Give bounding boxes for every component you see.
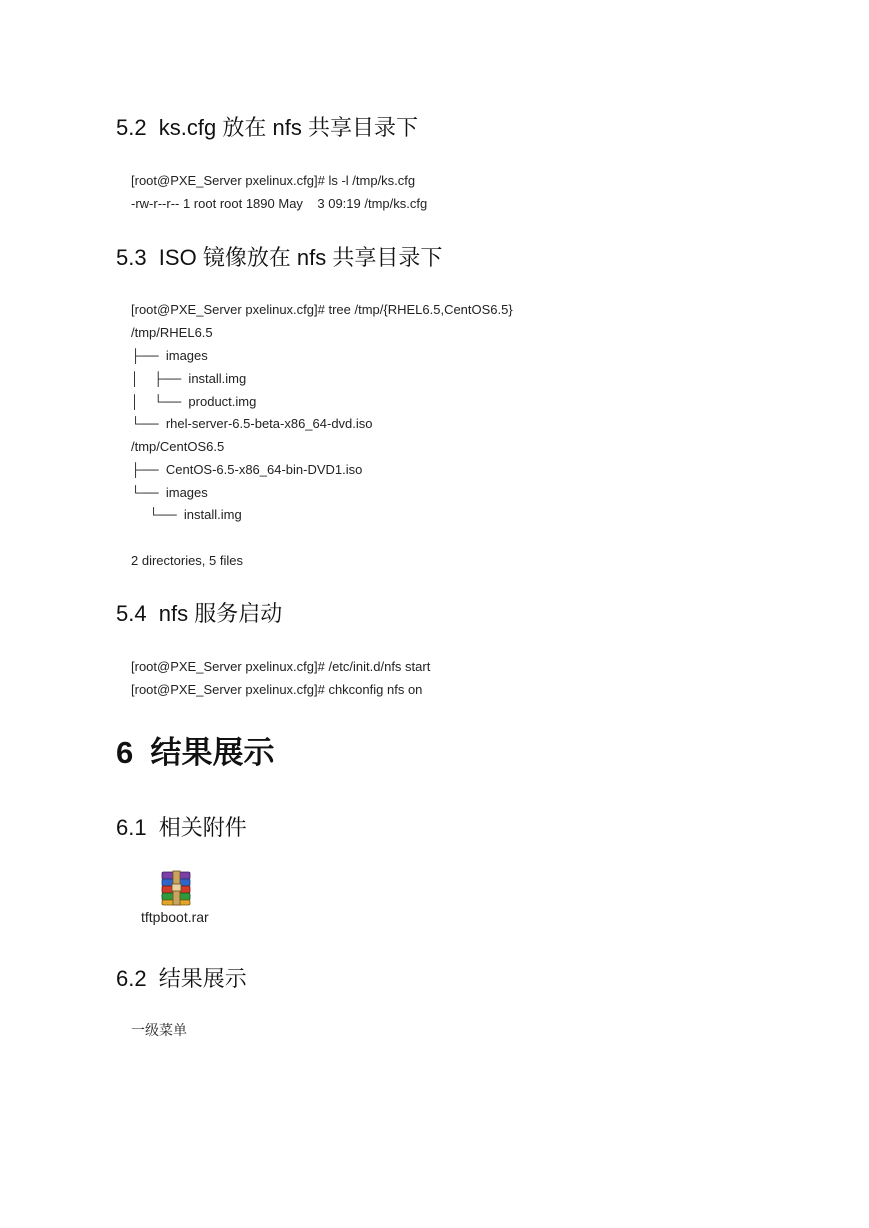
attachment-file-name[interactable]: tftpboot.rar	[141, 909, 209, 925]
section-5-4-heading: 5.4 nfs 服务启动	[116, 601, 283, 626]
section-5-3-heading: 5.3 ISO 镜像放在 nfs 共享目录下	[116, 245, 443, 270]
code-line: -rw-r--r-- 1 root root 1890 May 3 09:19 /tmp/ks.cfg	[131, 196, 428, 211]
code-line: └── images	[131, 485, 208, 500]
code-line: [root@PXE_Server pxelinux.cfg]# ls -l /tmp/ks.cfg	[131, 173, 416, 188]
chapter-6-heading: 6 结果展示	[116, 735, 275, 770]
winrar-archive-icon[interactable]	[158, 870, 196, 906]
menu-level-text: 一级菜单	[131, 1022, 187, 1038]
code-line: ├── images	[131, 348, 208, 363]
code-line: └── install.img	[131, 507, 242, 522]
code-line: └── rhel-server-6.5-beta-x86_64-dvd.iso	[131, 416, 373, 431]
code-line: /tmp/RHEL6.5	[131, 325, 213, 340]
code-line: [root@PXE_Server pxelinux.cfg]# tree /tmp/{RHEL6.5,CentOS6.5}	[131, 302, 513, 317]
code-line: │ ├── install.img	[131, 371, 247, 386]
code-line: [root@PXE_Server pxelinux.cfg]# chkconfig nfs on	[131, 682, 423, 697]
section-6-2-heading: 6.2 结果展示	[116, 966, 247, 991]
code-line: │ └── product.img	[131, 394, 257, 409]
code-line: 2 directories, 5 files	[131, 553, 243, 568]
code-line: /tmp/CentOS6.5	[131, 439, 225, 454]
code-line: [root@PXE_Server pxelinux.cfg]# /etc/init.d/nfs start	[131, 659, 431, 674]
section-5-2-heading: 5.2 ks.cfg 放在 nfs 共享目录下	[116, 115, 418, 140]
section-6-1-heading: 6.1 相关附件	[116, 815, 247, 840]
code-line: ├── CentOS-6.5-x86_64-bin-DVD1.iso	[131, 462, 363, 477]
